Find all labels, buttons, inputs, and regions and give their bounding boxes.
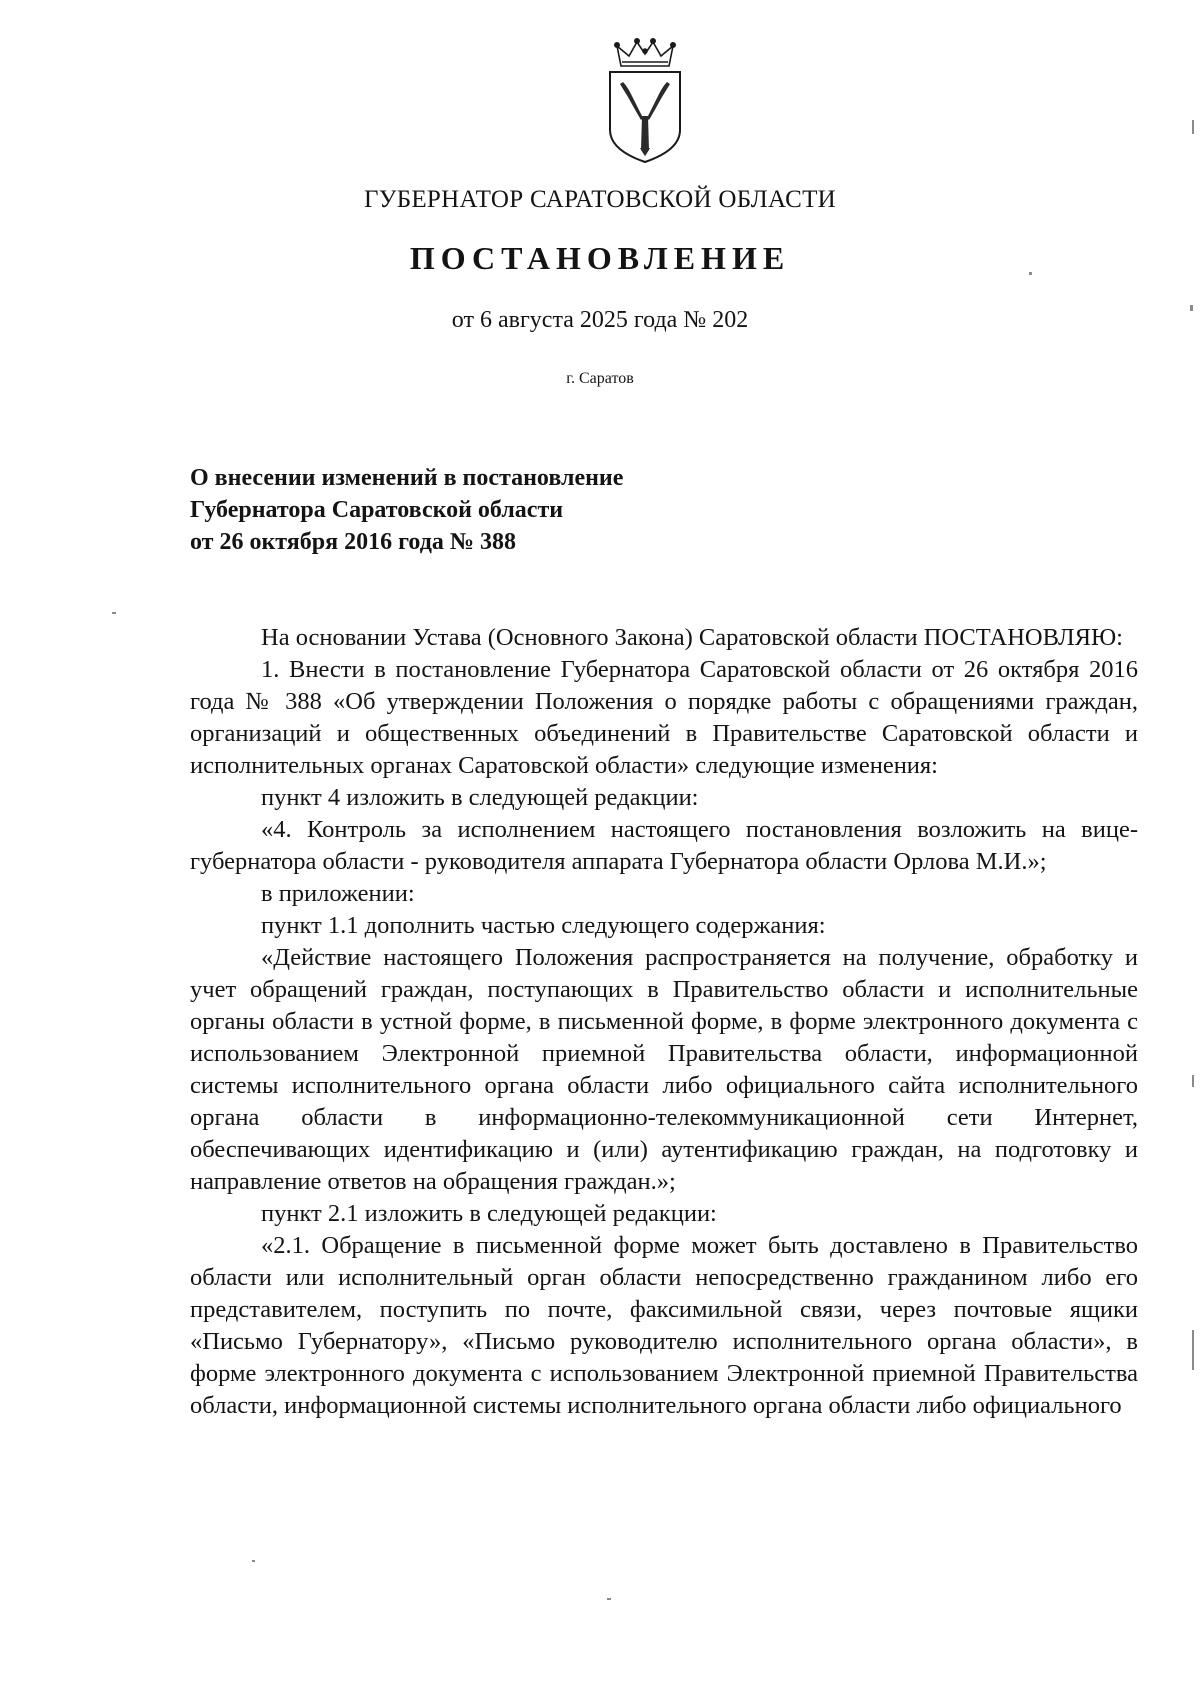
body-paragraph: «2.1. Обращение в письменной форме может быть доставлено в Правительство области или исполнительный орган области непосредственно гражданином либо его представителем, поступить по почте, факсимильной связи, через почтовые ящики «Письмо Губернатору», «Письмо руководителю исполнительного органа области», в форме электронного документа с использованием Электронной приемной Правительства области, информационной системы исполнительного органа области либо официального xyxy=(190,1232,1138,1419)
scan-speck xyxy=(112,612,116,614)
document-city: г. Саратов xyxy=(566,370,634,387)
document-body xyxy=(190,622,1138,1422)
body-paragraph: пункт 4 изложить в следующей редакции: xyxy=(261,784,699,811)
scan-speck xyxy=(1192,120,1194,134)
document-title xyxy=(190,462,890,558)
scan-speck xyxy=(1192,1330,1194,1370)
title-line: от 26 октября 2016 года № 388 xyxy=(190,529,516,555)
issuing-authority: ГУБЕРНАТОР САРАТОВСКОЙ ОБЛАСТИ xyxy=(363,186,837,213)
scan-speck xyxy=(1029,272,1032,275)
body-paragraph: пункт 2.1 изложить в следующей редакции: xyxy=(261,1200,717,1227)
scan-speck xyxy=(1190,305,1193,311)
body-paragraph: На основании Устава (Основного Закона) Саратовской области ПОСТАНОВЛЯЮ: xyxy=(261,624,1123,651)
body-paragraph: в приложении: xyxy=(261,880,415,907)
body-paragraph: 1. Внести в постановление Губернатора Саратовской области от 26 октября 2016 года № 388 «Об утверждении Положения о порядке работы с обращениями граждан, организаций и общественных объединений в Правительстве Саратовской области и исполнительных органах Саратовской области» следующие изменения: xyxy=(190,656,1138,779)
body-paragraph: «Действие настоящего Положения распространяется на получение, обработку и учет обращений граждан, поступающих в Правительство области и исполнительные органы области в устной форме, в письменной форме, в форме электронного документа с использованием Электронной приемной Правительства области, информационной системы исполнительного органа области либо официального сайта исполнительного органа области в информационно-телекоммуникационной сети Интернет, обеспечивающих идентификацию и (или) аутентификацию граждан, на подготовку и направление ответов на обращения граждан.»; xyxy=(190,944,1138,1195)
body-paragraph: пункт 1.1 дополнить частью следующего содержания: xyxy=(261,912,826,939)
document-date-number: от 6 августа 2025 года № 202 xyxy=(451,307,749,333)
scan-speck xyxy=(607,1598,611,1600)
body-paragraph: «4. Контроль за исполнением настоящего постановления возложить на вице-губернатора области - руководителя аппарата Губернатора области Орлова М.И.»; xyxy=(190,816,1138,875)
title-line: О внесении изменений в постановление xyxy=(190,465,624,491)
scan-speck xyxy=(252,1560,255,1562)
scan-speck xyxy=(1192,1075,1194,1087)
title-line: Губернатора Саратовской области xyxy=(190,497,564,523)
saratov-coat-of-arms-icon xyxy=(607,38,683,164)
document-type: ПОСТАНОВЛЕНИЕ xyxy=(409,240,791,276)
